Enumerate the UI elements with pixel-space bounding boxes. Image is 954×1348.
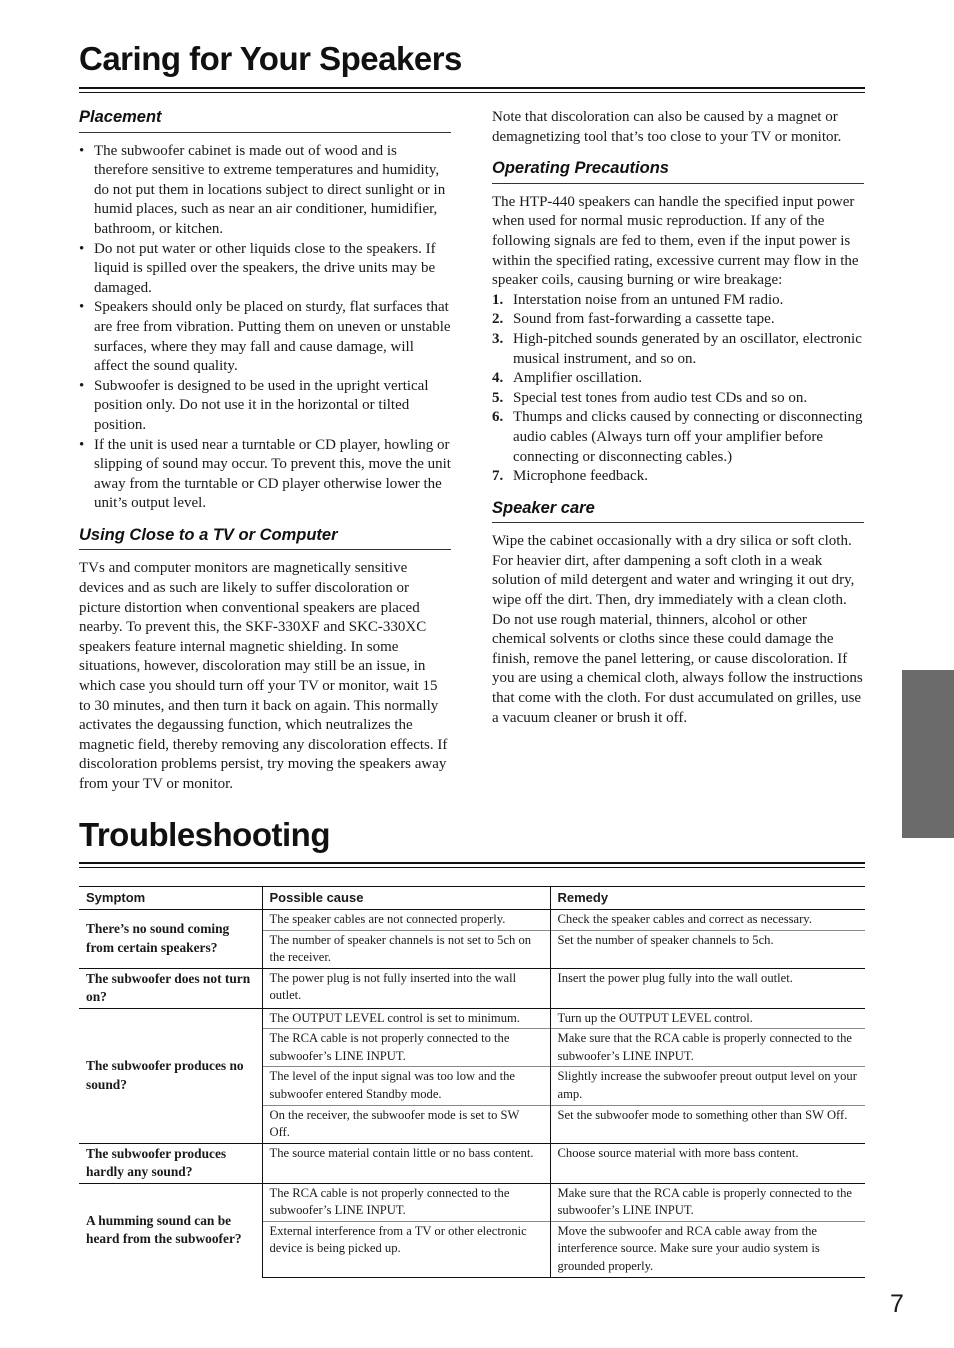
table-row [79, 968, 865, 1008]
list-item: • Subwoofer is designed to be used in the upright vertical position only. Do not use it in the horizontal or tilted position. [79, 377, 451, 436]
remedy-cell: Check the speaker cables and correct as necessary. [550, 910, 865, 931]
list-item: • Speakers should only be placed on sturdy, flat surfaces that are free from vibration. Putting them on uneven or unstable surfaces, where they may fall and cause damage, will affect the sound quality. [79, 298, 451, 376]
table-row [79, 910, 865, 931]
cause-cell: The OUTPUT LEVEL control is set to minimum. [262, 1008, 550, 1029]
page-title-caring: Caring for Your Speakers [79, 40, 462, 77]
title-rule-thick [79, 87, 865, 89]
item-text: Interstation noise from an untuned FM radio. [513, 291, 784, 308]
table-row [79, 1143, 865, 1183]
remedy-cell: Move the subwoofer and RCA cable away from the interference source. Make sure your audio system is grounded properly. [550, 1221, 865, 1277]
list-item [492, 389, 864, 409]
tv-note: Note that discoloration can also be caused by a magnet or demagnetizing tool that’s too close to your TV or monitor. [492, 109, 842, 145]
item-number: 4. [492, 370, 504, 387]
page-number: 7 [890, 1290, 904, 1318]
care-heading: Speaker care [492, 499, 864, 524]
remedy-cell: Set the subwoofer mode to something other than SW Off. [550, 1105, 865, 1143]
troubleshooting-table [79, 886, 865, 1278]
list-item [492, 369, 864, 389]
list-item [492, 467, 864, 487]
cause-cell: The speaker cables are not connected properly. [262, 910, 550, 931]
remedy-cell: Turn up the OUTPUT LEVEL control. [550, 1008, 865, 1029]
list-item [492, 291, 864, 311]
troubleshooting-rule-thin [79, 867, 865, 868]
symptom-cell: There’s no sound coming from certain speakers? [79, 910, 262, 969]
tv-body: TVs and computer monitors are magnetically sensitive devices and as such are likely to suffer discoloration or picture distortion when conventional speakers are placed nearby. To prevent this, the SKF-330XF and SKC-330XC speakers feature internal magnetic shielding. In some situations, however, discoloration may still be an issue, in which case you should turn off your TV or monitor, wait 15 to 30 minutes, and then turn it back on again. This normally activates the degaussing function, which neutralizes the magnetic field, thereby removing any discoloration effects. If discoloration problems persist, try moving the speakers away from your TV or monitor. [79, 560, 448, 792]
placement-heading: Placement [79, 108, 451, 133]
placement-list [79, 142, 451, 514]
symptom-cell: The subwoofer produces hardly any sound? [79, 1143, 262, 1183]
header-remedy: Remedy [550, 887, 865, 910]
title-rule-thin [79, 92, 865, 93]
item-text: Microphone feedback. [513, 468, 648, 485]
item-number: 3. [492, 330, 504, 347]
list-item: • Do not put water or other liquids close to the speakers. If liquid is spilled over the speakers, the drive units may be damaged. [79, 240, 451, 299]
cause-cell: The number of speaker channels is not set to 5ch on the receiver. [262, 930, 550, 968]
item-number: 7. [492, 468, 504, 485]
header-cause: Possible cause [262, 887, 550, 910]
table-header-row [79, 887, 865, 910]
item-number: 6. [492, 409, 504, 426]
troubleshooting-rule-thick [79, 862, 865, 864]
cause-cell: The RCA cable is not properly connected to the subwoofer’s LINE INPUT. [262, 1183, 550, 1221]
header-symptom: Symptom [79, 887, 262, 910]
symptom-cell: The subwoofer produces no sound? [79, 1008, 262, 1143]
item-text: Special test tones from audio test CDs and so on. [513, 389, 808, 406]
right-column [492, 108, 864, 728]
symptom-cell: The subwoofer does not turn on? [79, 968, 262, 1008]
symptom-cell: A humming sound can be heard from the subwoofer? [79, 1183, 262, 1277]
list-item [492, 330, 864, 369]
cause-cell: The source material contain little or no bass content. [262, 1143, 550, 1183]
care-body: Wipe the cabinet occasionally with a dry silica or soft cloth. For heavier dirt, after dampening a soft cloth in a weak solution of mild detergent and water and wringing it out dry, wipe off the dirt. Then, dry immediately with a clean cloth. Do not use rough material, thinners, alcohol or other chemical solvents or cloths since these could damage the finish, remove the panel lettering, or cause discoloration. If you are using a chemical cloth, always follow the instructions that come with the cloth. For dust accumulated on grilles, use a vacuum cleaner or brush it off. [492, 533, 863, 726]
operating-intro: The HTP-440 speakers can handle the specified input power when used for normal music reproduction. If any of the following signals are fed to them, even if the input power is within the specified rating, excessive current may flow in the speaker coils, causing burning or wire breakage: [492, 193, 859, 289]
table-row [79, 1183, 865, 1221]
table-row [79, 1008, 865, 1029]
operating-heading: Operating Precautions [492, 159, 864, 184]
operating-list [492, 291, 864, 487]
section-tab [902, 670, 954, 838]
item-text: High-pitched sounds generated by an oscillator, electronic musical instrument, and so on. [513, 330, 862, 367]
list-item [492, 408, 864, 467]
item-text: Thumps and clicks caused by connecting or disconnecting audio cables (Always turn off your amplifier before connecting or disconnecting cables.) [513, 409, 863, 465]
item-number: 5. [492, 389, 504, 406]
item-text: Sound from fast-forwarding a cassette tape. [513, 311, 775, 328]
cause-cell: On the receiver, the subwoofer mode is set to SW Off. [262, 1105, 550, 1143]
remedy-cell: Slightly increase the subwoofer preout output level on your amp. [550, 1067, 865, 1105]
cause-cell: The RCA cable is not properly connected to the subwoofer’s LINE INPUT. [262, 1029, 550, 1067]
remedy-cell: Make sure that the RCA cable is properly connected to the subwoofer’s LINE INPUT. [550, 1029, 865, 1067]
item-number: 1. [492, 291, 504, 308]
remedy-cell: Set the number of speaker channels to 5ch. [550, 930, 865, 968]
list-item [492, 310, 864, 330]
tv-heading: Using Close to a TV or Computer [79, 526, 451, 551]
list-item: • The subwoofer cabinet is made out of wood and is therefore sensitive to extreme temperatures and humidity, do not put them in locations subject to direct sunlight or in humid places, such as near an air conditioner, humidifier, bathroom, or kitchen. [79, 142, 451, 240]
remedy-cell: Make sure that the RCA cable is properly connected to the subwoofer’s LINE INPUT. [550, 1183, 865, 1221]
cause-cell: The level of the input signal was too low and the subwoofer entered Standby mode. [262, 1067, 550, 1105]
cause-cell: External interference from a TV or other electronic device is being picked up. [262, 1221, 550, 1277]
item-text: Amplifier oscillation. [513, 370, 643, 387]
remedy-cell: Choose source material with more bass content. [550, 1143, 865, 1183]
page-title-troubleshooting: Troubleshooting [79, 816, 330, 853]
remedy-cell: Insert the power plug fully into the wall outlet. [550, 968, 865, 1008]
cause-cell: The power plug is not fully inserted into the wall outlet. [262, 968, 550, 1008]
list-item: • If the unit is used near a turntable or CD player, howling or slipping of sound may occur. To prevent this, move the unit away from the turntable or CD player otherwise lower the unit’s output level. [79, 436, 451, 514]
item-number: 2. [492, 311, 504, 328]
left-column [79, 108, 451, 795]
